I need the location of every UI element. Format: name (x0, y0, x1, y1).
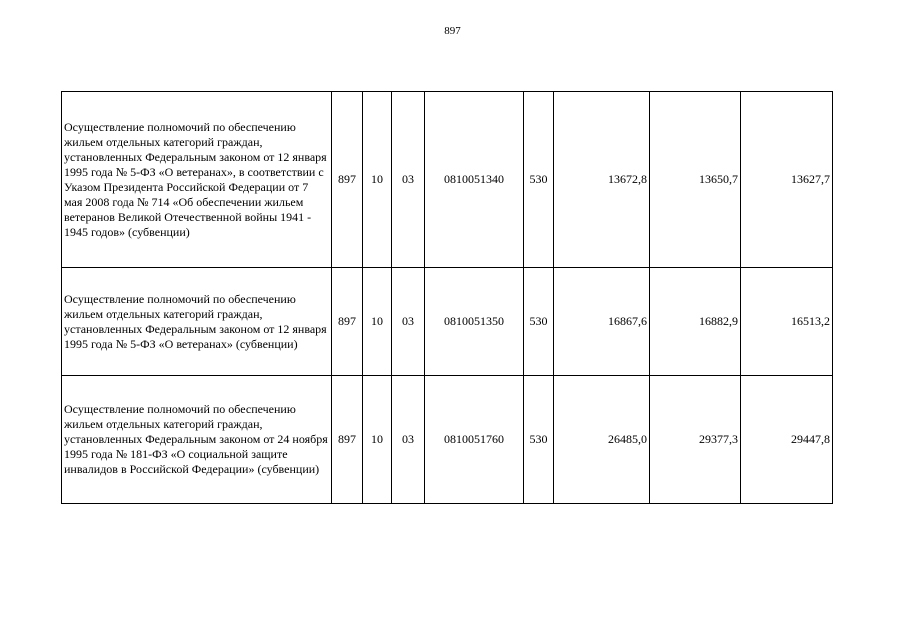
ministry-code: 897 (332, 376, 363, 504)
subsection-code: 03 (392, 268, 425, 376)
subsection-code: 03 (392, 376, 425, 504)
amount-year-2: 29377,3 (650, 376, 741, 504)
expense-type-code: 530 (524, 92, 554, 268)
page-number: 897 (444, 25, 461, 37)
row-description: Осуществление полномочий по обеспечению жильем отдельных категорий граждан, установленных Федеральным законом от 12 января 1995 года № 5-ФЗ «О ветеранах» (субвенции) (62, 268, 332, 376)
table-row (62, 92, 833, 268)
target-article-code: 0810051760 (425, 376, 524, 504)
amount-year-2: 16882,9 (650, 268, 741, 376)
target-article-code: 0810051340 (425, 92, 524, 268)
amount-year-1: 26485,0 (554, 376, 650, 504)
amount-year-3: 29447,8 (741, 376, 833, 504)
amount-year-1: 16867,6 (554, 268, 650, 376)
amount-year-3: 13627,7 (741, 92, 833, 268)
ministry-code: 897 (332, 92, 363, 268)
section-code: 10 (363, 268, 392, 376)
amount-year-2: 13650,7 (650, 92, 741, 268)
budget-table (61, 91, 833, 504)
amount-year-3: 16513,2 (741, 268, 833, 376)
section-code: 10 (363, 92, 392, 268)
ministry-code: 897 (332, 268, 363, 376)
target-article-code: 0810051350 (425, 268, 524, 376)
table-row (62, 376, 833, 504)
expense-type-code: 530 (524, 268, 554, 376)
table-row (62, 268, 833, 376)
amount-year-1: 13672,8 (554, 92, 650, 268)
expense-type-code: 530 (524, 376, 554, 504)
row-description: Осуществление полномочий по обеспечению жильем отдельных категорий граждан, установленных Федеральным законом от 24 ноября 1995 года № 181-ФЗ «О социальной защите инвалидов в Российской Федерации» (субвенции) (62, 376, 332, 504)
row-description: Осуществление полномочий по обеспечению жильем отдельных категорий граждан, установленных Федеральным законом от 12 января 1995 года № 5-ФЗ «О ветеранах», в соответствии с Указом Президента Российской Федерации от 7 мая 2008 года № 714 «Об обеспечении жильем ветеранов Великой Отечественной войны 1941 - 1945 годов» (субвенции) (62, 92, 332, 268)
section-code: 10 (363, 376, 392, 504)
subsection-code: 03 (392, 92, 425, 268)
